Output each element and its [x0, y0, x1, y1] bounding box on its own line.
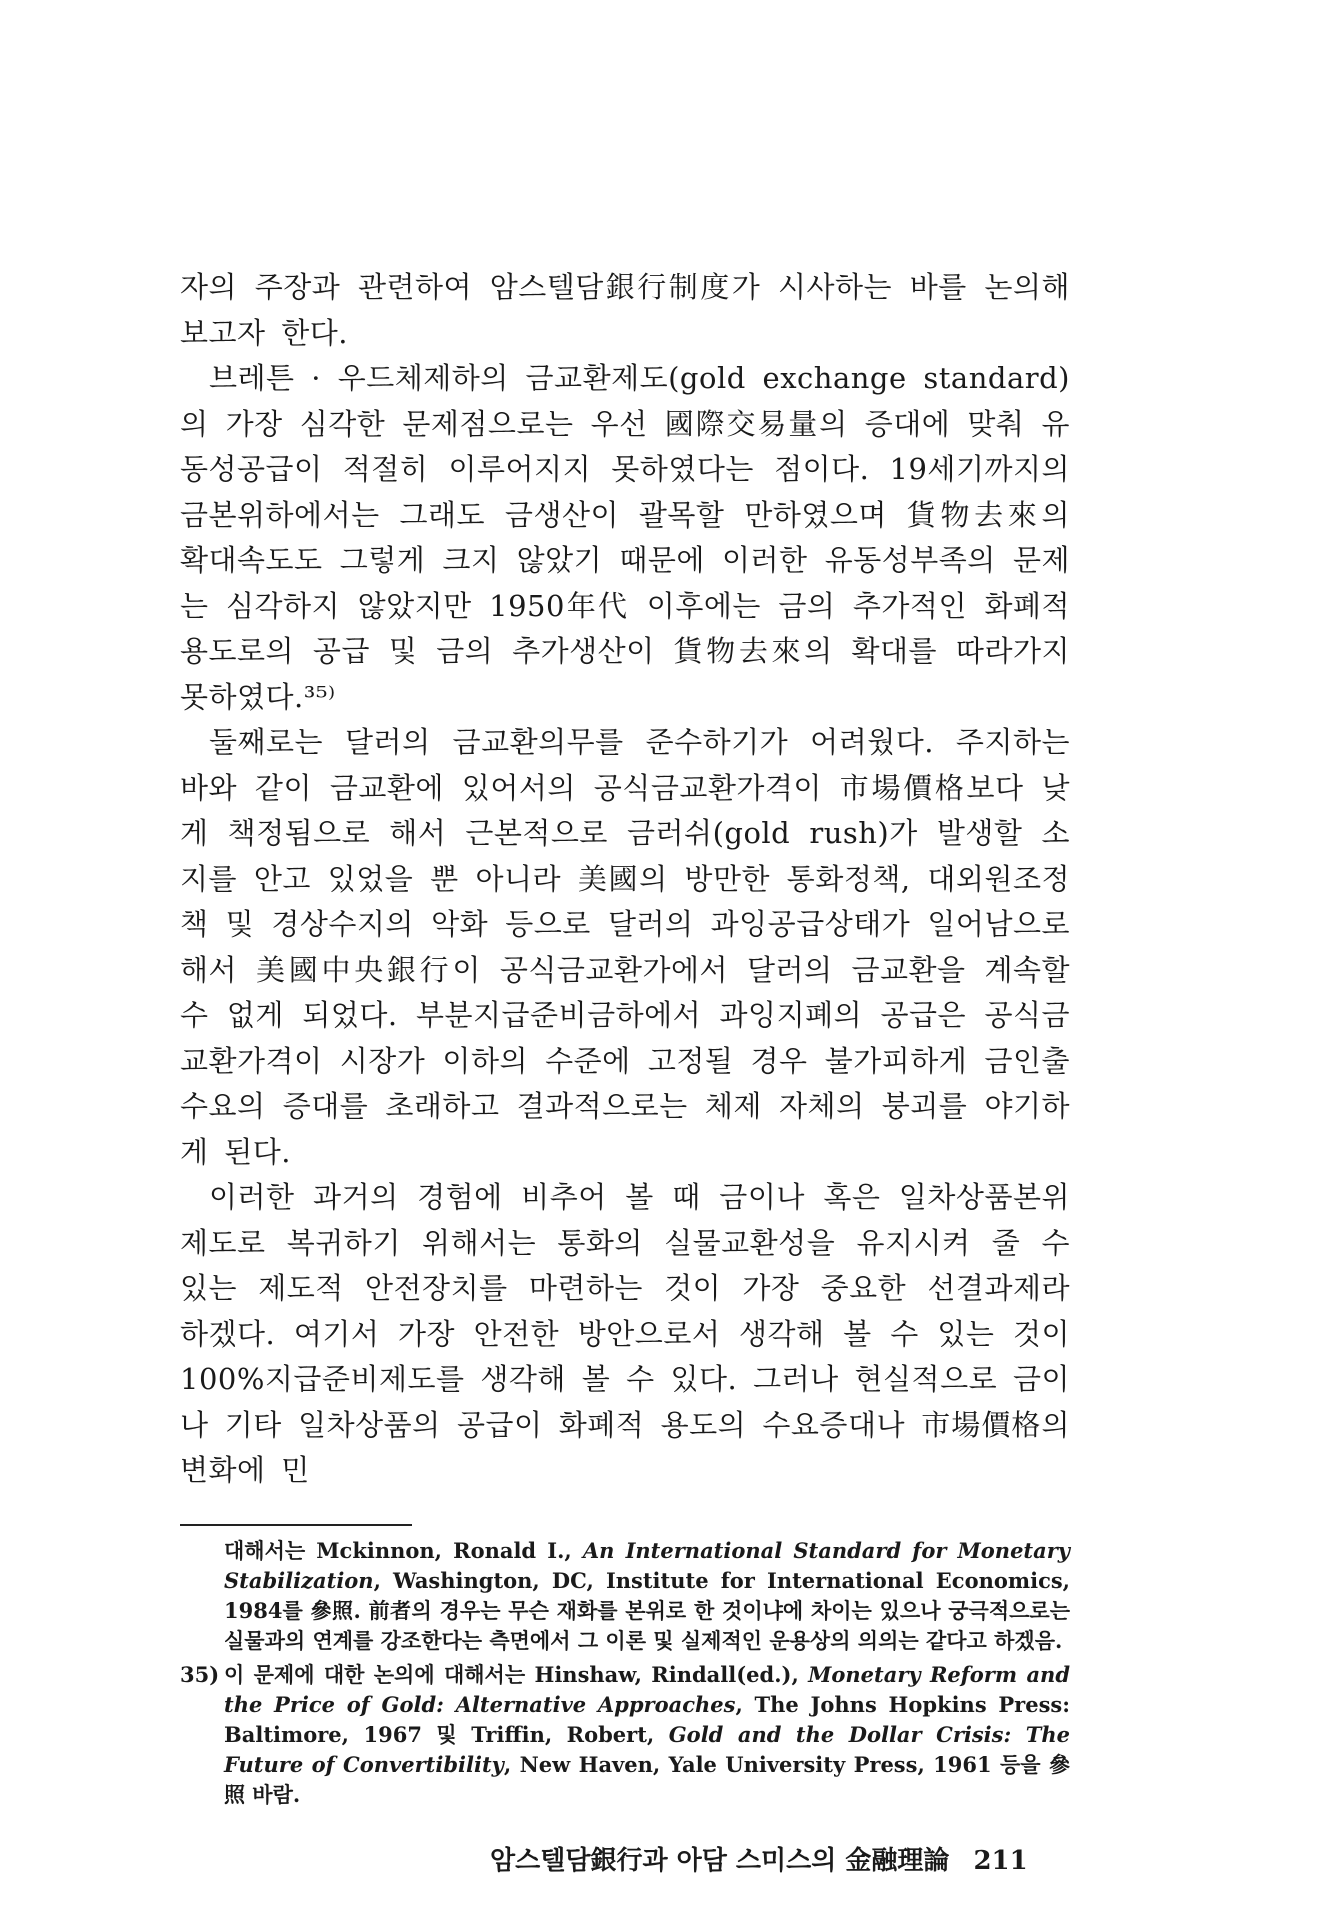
footnote-35-title-2: Gold and the Dollar Crisis: The Future of Convertibility: [224, 1721, 1070, 1777]
body-text: [180, 265, 1070, 1494]
running-title: 암스텔담銀行과 아담 스미스의 金融理論: [490, 1845, 950, 1876]
footnote-continued-rest: , Washington, DC, Institute for International Economics, 1984를 參照. 前者의 경우는 무슨 재화를 본위로 한 것이냐에 차이는 있으나 궁극적으로는 실물과의 연계를 강조한다는 측면에서 그 이론 및 실제적인 운용상의 의의는 같다고 하겠음.: [224, 1567, 1070, 1653]
footnote-35-rest: , New Haven, Yale University Press, 1961 등을 參照 바람.: [224, 1751, 1070, 1807]
document-page: [180, 265, 1070, 1877]
paragraph-continuation: 자의 주장과 관련하여 암스텔담銀行制度가 시사하는 바를 논의해 보고자 한다.: [180, 270, 1070, 350]
footnote-continued-lead: 대해서는 Mckinnon, Ronald I.,: [224, 1537, 583, 1563]
footnote-35-lead: 이 문제에 대한 논의에 대해서는 Hinshaw, Rindall(ed.),: [224, 1661, 809, 1687]
footnote-35-mid: , The Johns Hopkins Press: Baltimore, 1967 및 Triffin, Robert,: [224, 1691, 1070, 1747]
paragraph-past-experience: 이러한 과거의 경험에 비추어 볼 때 금이나 혹은 일차상품본위제도로 복귀하기 위해서는 통화의 실물교환성을 유지시켜 줄 수 있는 제도적 안전장치를 마련하는 것이 가장 중요한 선결과제라 하겠다. 여기서 가장 안전한 방안으로서 생각해 볼 수 있는 것이 100%지급준비제도를 생각해 볼 수 있다. 그러나 현실적으로 금이나 기타 일차상품의 공급이 화폐적 용도의 수요증대나 市場價格의 변화에 민: [180, 1180, 1070, 1487]
footnote-35-number: 35): [180, 1661, 220, 1687]
footnote-continued: [180, 1536, 1070, 1656]
footnote-divider: [180, 1524, 412, 1526]
footnotes: [180, 1536, 1070, 1810]
footnote-35: [180, 1660, 1070, 1810]
paragraph-bretton-woods: 브레튼 · 우드체제하의 금교환제도(gold exchange standard)의 가장 심각한 문제점으로는 우선 國際交易量의 증대에 맞춰 유동성공급이 적절히 이루어지지 못하였다는 점이다. 19세기까지의 금본위하에서는 그래도 금생산이 괄목할 만하였으며 貨物去來의 확대속도도 그렇게 크지 않았기 때문에 이러한 유동성부족의 문제는 심각하지 않았지만 1950年代 이후에는 금의 추가적인 화폐적 용도로의 공급 및 금의 추가생산이 貨物去來의 확대를 따라가지 못하였다.³⁵⁾: [180, 361, 1070, 714]
footnote-continued-title: An International Standard for Monetary Stabilization: [224, 1537, 1070, 1593]
running-footer: [180, 1840, 1070, 1877]
page-number: 211: [973, 1845, 1028, 1876]
footnote-35-title-1: Monetary Reform and the Price of Gold: Alternative Approaches: [224, 1661, 1070, 1717]
paragraph-dollar-convertibility: 둘째로는 달러의 금교환의무를 준수하기가 어려웠다. 주지하는 바와 같이 금교환에 있어서의 공식금교환가격이 市場價格보다 낮게 책정됨으로 해서 근본적으로 금러쉬(gold rush)가 발생할 소지를 안고 있었을 뿐 아니라 美國의 방만한 통화정책, 대외원조정책 및 경상수지의 악화 등으로 달러의 과잉공급상태가 일어남으로 해서 美國中央銀行이 공식금교환가에서 달러의 금교환을 계속할 수 없게 되었다. 부분지급준비금하에서 과잉지폐의 공급은 공식금교환가격이 시장가 이하의 수준에 고정될 경우 불가피하게 금인출수요의 증대를 초래하고 결과적으로는 체제 자체의 붕괴를 야기하게 된다.: [180, 725, 1070, 1169]
